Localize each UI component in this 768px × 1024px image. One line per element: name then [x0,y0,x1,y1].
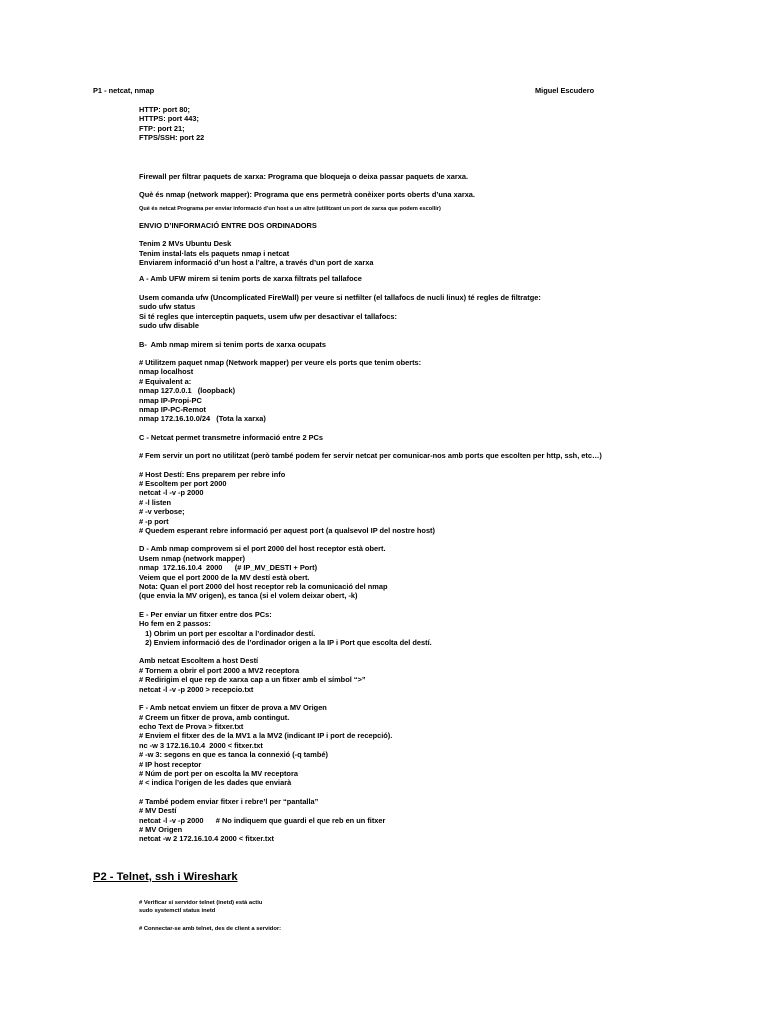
section-c-line: # Escoltem per port 2000 [139,478,227,488]
port-https: HTTPS: port 443; [139,114,199,124]
section-c-line: # Host Destí: Ens preparem per rebre info [139,469,286,479]
section-f-line: # Núm de port per on escolta la MV receptora [139,768,298,778]
envio-line: Enviarem informació d’un host a l’altre, a través d’un port de xarxa [139,258,374,268]
section-f-line: # < indica l’origen de les dades que enviarà [139,778,292,788]
section-f-line: # També podem enviar fitxer i rebre’l per “pantalla” [139,796,319,806]
section-b-line: nmap 127.0.0.1 (loopback) [139,386,236,396]
port-ssh: FTPS/SSH: port 22 [139,133,205,143]
section-e-line: Amb netcat Escoltem a host Destí [139,656,259,666]
header-author: Miguel Escudero [535,86,595,95]
section-b-line: nmap localhost [139,367,194,377]
section-c-line: netcat -l -v -p 2000 [139,488,204,498]
section-e-line: # Redirigim el que rep de xarxa cap a un fitxer amb el símbol “>” [139,675,366,685]
header-title: P1 - netcat, nmap [93,86,155,95]
section-d-line: D - Amb nmap comprovem si el port 2000 del host receptor està obert. [139,544,386,554]
section-a-line: sudo ufw status [139,302,196,312]
section-d-line: nmap 172.16.10.4 2000 (# IP_MV_DESTI + Port) [139,563,318,573]
p2-content [139,899,699,934]
section-f-line: netcat -l -v -p 2000 # No indiquem que guardi el que reb en un fitxer [139,815,386,825]
section-c-title: C - Netcat permet transmetre informació entre 2 PCs [139,432,324,442]
section-d-line: Nota: Quan el port 2000 del host receptor reb la comunicació del nmap [139,582,388,592]
nmap-definition: Què és nmap (network mapper): Programa que ens permetrà conèixer ports oberts d’una xarxa. [139,190,475,200]
section-f-line: # MV Origen [139,824,183,834]
section-f-line: netcat -w 2 172.16.10.4 2000 < fitxer.txt [139,834,274,844]
envio-line: Tenim instal·lats els paquets nmap i netcat [139,248,290,258]
p2-line: # Connectar-se amb telnet, des de client a servidor: [139,926,282,933]
section-e-line: netcat -l -v -p 2000 > recepcio.txt [139,684,254,694]
section-f-line: # MV Destí [139,806,177,816]
p1-content [139,105,699,844]
section-d-line: (que envia la MV origen), es tanca (si el volem deixar obert, -k) [139,591,358,601]
section-b-line: # Utilitzem paquet nmap (Network mapper) per veure els ports que tenim oberts: [139,357,422,367]
envio-title: ENVIO D’INFORMACIÓ ENTRE DOS ORDINADORS [139,220,317,230]
section-c-intro: # Fem servir un port no utilitzat (però també podem fer servir netcat per comunicar-nos amb ports que escolten per http, ssh, etc…) [139,451,602,461]
section-f-line: nc -w 3 172.16.10.4 2000 < fitxer.txt [139,740,263,750]
section-a-title: A - Amb UFW mirem si tenim ports de xarxa filtrats pel tallafoce [139,274,362,284]
port-ftp: FTP: port 21; [139,123,185,133]
p2-title: P2 - Telnet, ssh i Wireshark [93,871,238,883]
section-d-line: Usem nmap (network mapper) [139,553,245,563]
section-b-line: nmap 172.16.10.0/24 (Tota la xarxa) [139,414,266,424]
section-e-line: 1) Obrim un port per escoltar a l’ordinador destí. [139,628,316,638]
envio-line: Tenim 2 MVs Ubuntu Desk [139,239,232,249]
section-c-line: # Quedem esperant rebre informació per aquest port (a qualsevol IP del nostre host) [139,526,435,535]
p2-line: sudo systemctl status inetd [139,908,216,915]
section-a-line: Si té regles que interceptin paquets, usem ufw per desactivar el tallafocs: [139,311,397,321]
section-f-line: # Enviem el fitxer des de la MV1 a la MV2 (indicant IP i port de recepció). [139,731,393,741]
section-e-line: Ho fem en 2 passos: [139,619,211,629]
firewall-definition: Firewall per filtrar paquets de xarxa: Programa que bloqueja o deixa passar paquets de xarxa. [139,171,469,181]
section-e-line: 2) Enviem informació des de l’ordinador origen a la IP i Port que escolta del destí. [139,638,432,648]
section-e-line: # Tornem a obrir el port 2000 a MV2 receptora [139,665,300,675]
section-c-line: # -p port [139,516,169,526]
section-f-line: # -w 3: segons en que es tanca la connexió (-q també) [139,750,328,760]
section-b-title: B- Amb nmap mirem si tenim ports de xarxa ocupats [139,339,327,349]
section-b-line: nmap IP-Propi-PC [139,395,202,405]
port-http: HTTP: port 80; [139,105,190,114]
section-e-line: E - Per enviar un fitxer entre dos PCs: [139,609,272,619]
section-a-line: Usem comanda ufw (Uncomplicated FireWall) per veure si netfilter (el tallafocs de nucli linux) té regles de filtratge: [139,292,541,302]
section-d-line: Veiem que el port 2000 de la MV destí està obert. [139,572,310,582]
section-f-line: F - Amb netcat enviem un fitxer de prova a MV Origen [139,703,327,713]
section-b-line: # Equivalent a: [139,376,192,386]
section-a-line: sudo ufw disable [139,321,199,331]
section-c-line: # -v verbose; [139,507,185,517]
section-b-line: nmap IP-PC-Remot [139,404,206,414]
page-header [93,86,603,98]
p2-line: # Verificar si servidor telnet (inetd) està actiu [139,900,263,906]
section-f-line: echo Text de Prova > fitxer.txt [139,721,244,731]
section-f-line: # IP host receptor [139,759,202,769]
section-c-line: # -l listen [139,497,172,507]
netcat-definition: Què és netcat Programa per enviar informació d’un host a un altre (utilitzant un port de xarxa que podem escollir) [139,206,441,213]
section-f-line: # Creem un fitxer de prova, amb contingut. [139,712,290,722]
